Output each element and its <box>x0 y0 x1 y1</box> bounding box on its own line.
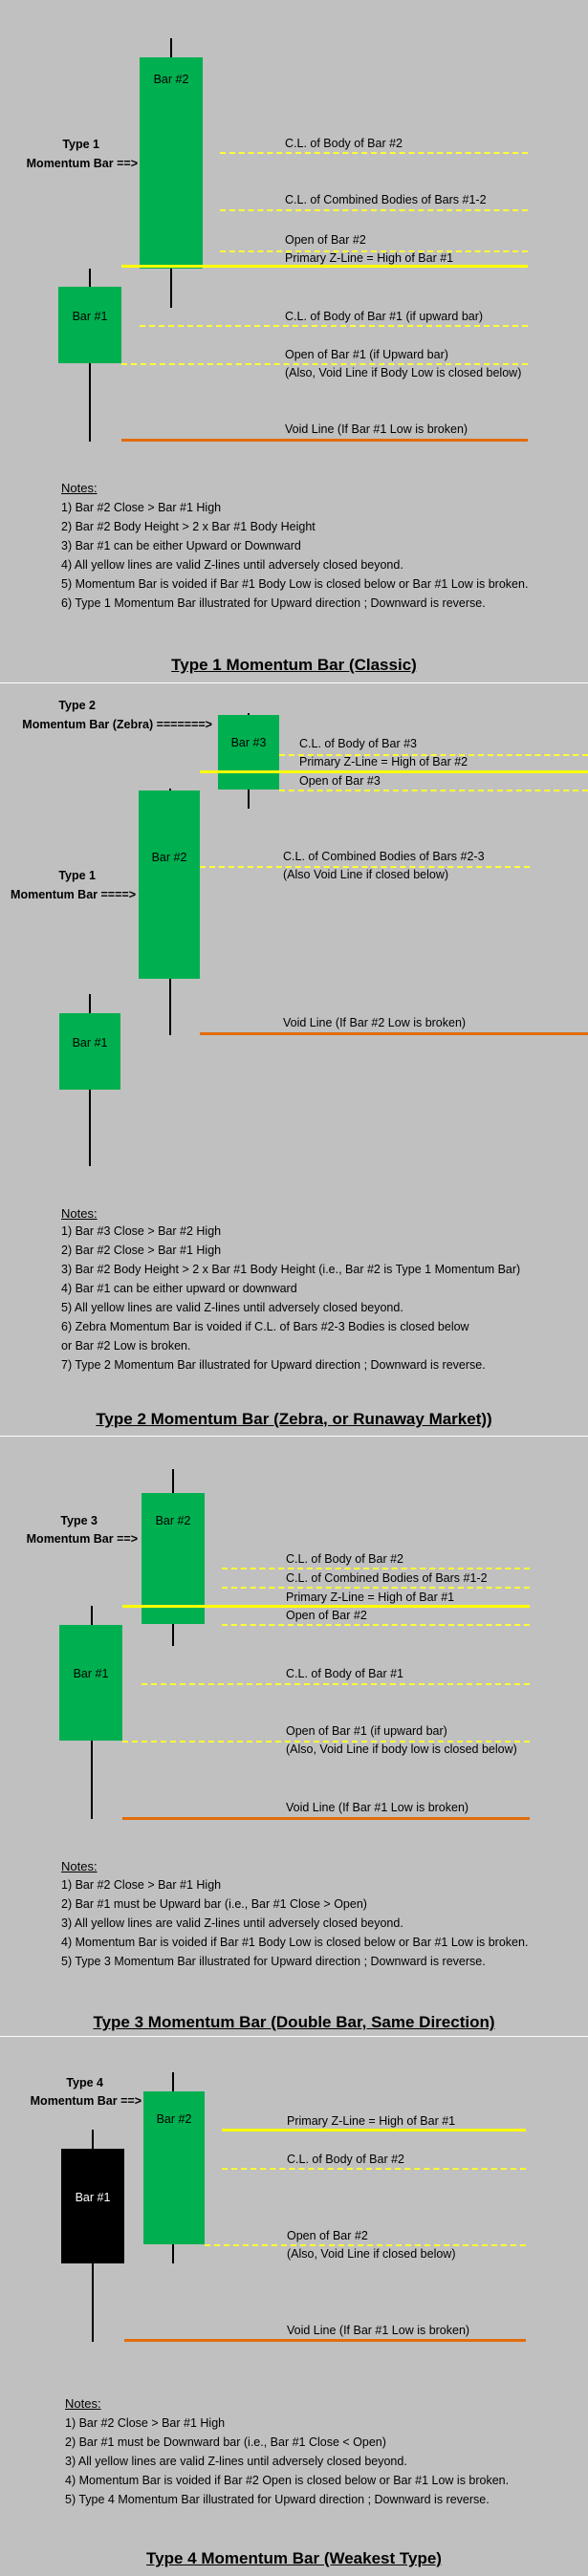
type1-bar1-label: Bar #1 <box>72 310 108 323</box>
type2-title: Type 2 Momentum Bar (Zebra, or Runaway Market)) <box>96 1410 492 1428</box>
type2-note-6-cont: or Bar #2 Low is broken. <box>61 1339 191 1353</box>
type1-primary-zline-text: Primary Z-Line = High of Bar #1 <box>285 251 454 265</box>
type3-title: Type 3 Momentum Bar (Double Bar, Same Direction) <box>93 2013 495 2031</box>
type2-cl-combined-note: (Also Void Line if closed below) <box>283 868 449 881</box>
type1-note-5: 5) Momentum Bar is voided if Bar #1 Body Low is closed below or Bar #1 Low is broken. <box>61 577 529 591</box>
type2-note-2: 2) Bar #2 Close > Bar #1 High <box>61 1244 222 1257</box>
type1-cl-bar1-text: C.L. of Body of Bar #1 (if upward bar) <box>285 310 484 323</box>
type4-bar2-label: Bar #2 <box>156 2112 192 2126</box>
type3-open-bar1-note: (Also, Void Line if body low is closed below) <box>286 1743 517 1756</box>
type1-void-line-text: Void Line (If Bar #1 Low is broken) <box>285 422 468 436</box>
type2-type1-label-line2: Momentum Bar ====> <box>11 888 136 901</box>
type2-cl-combined-text: C.L. of Combined Bodies of Bars #2-3 <box>283 850 485 863</box>
type2-bar3-label: Bar #3 <box>230 736 267 749</box>
type2-zebra-label-line2: Momentum Bar (Zebra) =======> <box>22 718 212 731</box>
type3-open-bar2-text: Open of Bar #2 <box>286 1609 367 1622</box>
type1-notes-title: Notes: <box>61 481 98 495</box>
type3-void-line-text: Void Line (If Bar #1 Low is broken) <box>286 1801 469 1814</box>
type1-cl-combined-text: C.L. of Combined Bodies of Bars #1-2 <box>285 193 487 206</box>
type4-void-line <box>124 2339 526 2342</box>
type4-primary-zline-text: Primary Z-Line = High of Bar #1 <box>287 2114 456 2128</box>
type2-note-4: 4) Bar #1 can be either upward or downward <box>61 1282 297 1295</box>
type3-label-line2: Momentum Bar ==> <box>26 1532 138 1546</box>
type3-cl-combined-text: C.L. of Combined Bodies of Bars #1-2 <box>286 1571 488 1585</box>
type3-note-1: 1) Bar #2 Close > Bar #1 High <box>61 1878 222 1892</box>
type4-open-bar2-text: Open of Bar #2 <box>287 2229 368 2242</box>
type3-note-5: 5) Type 3 Momentum Bar illustrated for Upward direction ; Downward is reverse. <box>61 1955 486 1968</box>
type4-open-bar2-line <box>205 2244 526 2246</box>
type2-bar2-label: Bar #2 <box>151 851 187 864</box>
type2-note-1: 1) Bar #3 Close > Bar #2 High <box>61 1224 222 1238</box>
type4-note-1: 1) Bar #2 Close > Bar #1 High <box>65 2416 226 2430</box>
type4-note-3: 3) All yellow lines are valid Z-lines until adversely closed beyond. <box>65 2455 407 2468</box>
type2-cl-bar3-text: C.L. of Body of Bar #3 <box>299 737 417 750</box>
type3-open-bar1-text: Open of Bar #1 (if upward bar) <box>286 1724 447 1738</box>
type1-open-bar1-note: (Also, Void Line if Body Low is closed below) <box>285 366 522 379</box>
type2-open-bar3-text: Open of Bar #3 <box>299 774 381 788</box>
type2-primary-zline-text: Primary Z-Line = High of Bar #2 <box>299 755 468 768</box>
type1-note-4: 4) All yellow lines are valid Z-lines until adversely closed beyond. <box>61 558 403 572</box>
type4-open-bar2-note: (Also, Void Line if closed below) <box>287 2247 456 2261</box>
type4-note-4: 4) Momentum Bar is voided if Bar #2 Open is closed below or Bar #1 Low is broken. <box>65 2474 510 2487</box>
type1-note-6: 6) Type 1 Momentum Bar illustrated for Upward direction ; Downward is reverse. <box>61 596 486 610</box>
type4-label-line1: Type 4 <box>66 2076 103 2089</box>
type3-primary-zline-text: Primary Z-Line = High of Bar #1 <box>286 1591 455 1604</box>
type2-type1-label-line1: Type 1 <box>58 869 96 882</box>
type3-label-line1: Type 3 <box>60 1514 98 1527</box>
type4-bar1-body <box>61 2149 124 2263</box>
type1-cl-bar2-text: C.L. of Body of Bar #2 <box>285 137 403 150</box>
type3-notes-title: Notes: <box>61 1859 98 1873</box>
type2-zebra-label-line1: Type 2 <box>58 699 96 712</box>
type2-note-3: 3) Bar #2 Body Height > 2 x Bar #1 Body Height (i.e., Bar #2 is Type 1 Momentum Bar) <box>61 1263 521 1276</box>
type4-primary-zline <box>222 2129 526 2132</box>
type1-bar2-label: Bar #2 <box>153 73 189 86</box>
type1-label-line1: Type 1 <box>62 138 99 151</box>
type4-void-line-text: Void Line (If Bar #1 Low is broken) <box>287 2324 470 2337</box>
type3-cl-bar1-text: C.L. of Body of Bar #1 <box>286 1667 403 1680</box>
type3-note-3: 3) All yellow lines are valid Z-lines until adversely closed beyond. <box>61 1916 403 1930</box>
type4-note-5: 5) Type 4 Momentum Bar illustrated for Upward direction ; Downward is reverse. <box>65 2493 490 2506</box>
type4-title: Type 4 Momentum Bar (Weakest Type) <box>146 2549 442 2567</box>
type2-note-6: 6) Zebra Momentum Bar is voided if C.L. of Bars #2-3 Bodies is closed below <box>61 1320 469 1333</box>
type3-cl-bar2-text: C.L. of Body of Bar #2 <box>286 1552 403 1566</box>
type3-note-4: 4) Momentum Bar is voided if Bar #1 Body Low is closed below or Bar #1 Low is broken. <box>61 1936 529 1949</box>
type2-note-7: 7) Type 2 Momentum Bar illustrated for Upward direction ; Downward is reverse. <box>61 1358 486 1372</box>
type4-notes <box>65 2414 509 2509</box>
type3-bar2-label: Bar #2 <box>155 1514 191 1527</box>
type4-note-2: 2) Bar #1 must be Downward bar (i.e., Bar #1 Close < Open) <box>65 2435 386 2449</box>
type1-note-1: 1) Bar #2 Close > Bar #1 High <box>61 501 222 514</box>
type4-cl-bar2-line <box>222 2168 526 2170</box>
type4-notes-title: Notes: <box>65 2396 101 2411</box>
type1-open-bar2-text: Open of Bar #2 <box>285 233 366 247</box>
type4-bar2-body <box>143 2091 205 2244</box>
type2-bar1-label: Bar #1 <box>72 1036 108 1050</box>
type4-label-line2: Momentum Bar ==> <box>30 2094 142 2108</box>
type4-bar1-label: Bar #1 <box>75 2191 111 2204</box>
type3-note-2: 2) Bar #1 must be Upward bar (i.e., Bar #1 Close > Open) <box>61 1897 367 1911</box>
type1-note-3: 3) Bar #1 can be either Upward or Downward <box>61 539 301 552</box>
type2-notes-title: Notes: <box>61 1206 98 1221</box>
type1-title: Type 1 Momentum Bar (Classic) <box>171 656 417 674</box>
type2-void-line-text: Void Line (If Bar #2 Low is broken) <box>283 1016 467 1029</box>
type1-label-line2: Momentum Bar ==> <box>26 157 138 170</box>
type1-open-bar1-text: Open of Bar #1 (if Upward bar) <box>285 348 448 361</box>
type2-note-5: 5) All yellow lines are valid Z-lines until adversely closed beyond. <box>61 1301 403 1314</box>
type4-cl-bar2-text: C.L. of Body of Bar #2 <box>287 2153 404 2166</box>
type3-bar1-label: Bar #1 <box>73 1667 109 1680</box>
type1-note-2: 2) Bar #2 Body Height > 2 x Bar #1 Body Height <box>61 520 316 533</box>
